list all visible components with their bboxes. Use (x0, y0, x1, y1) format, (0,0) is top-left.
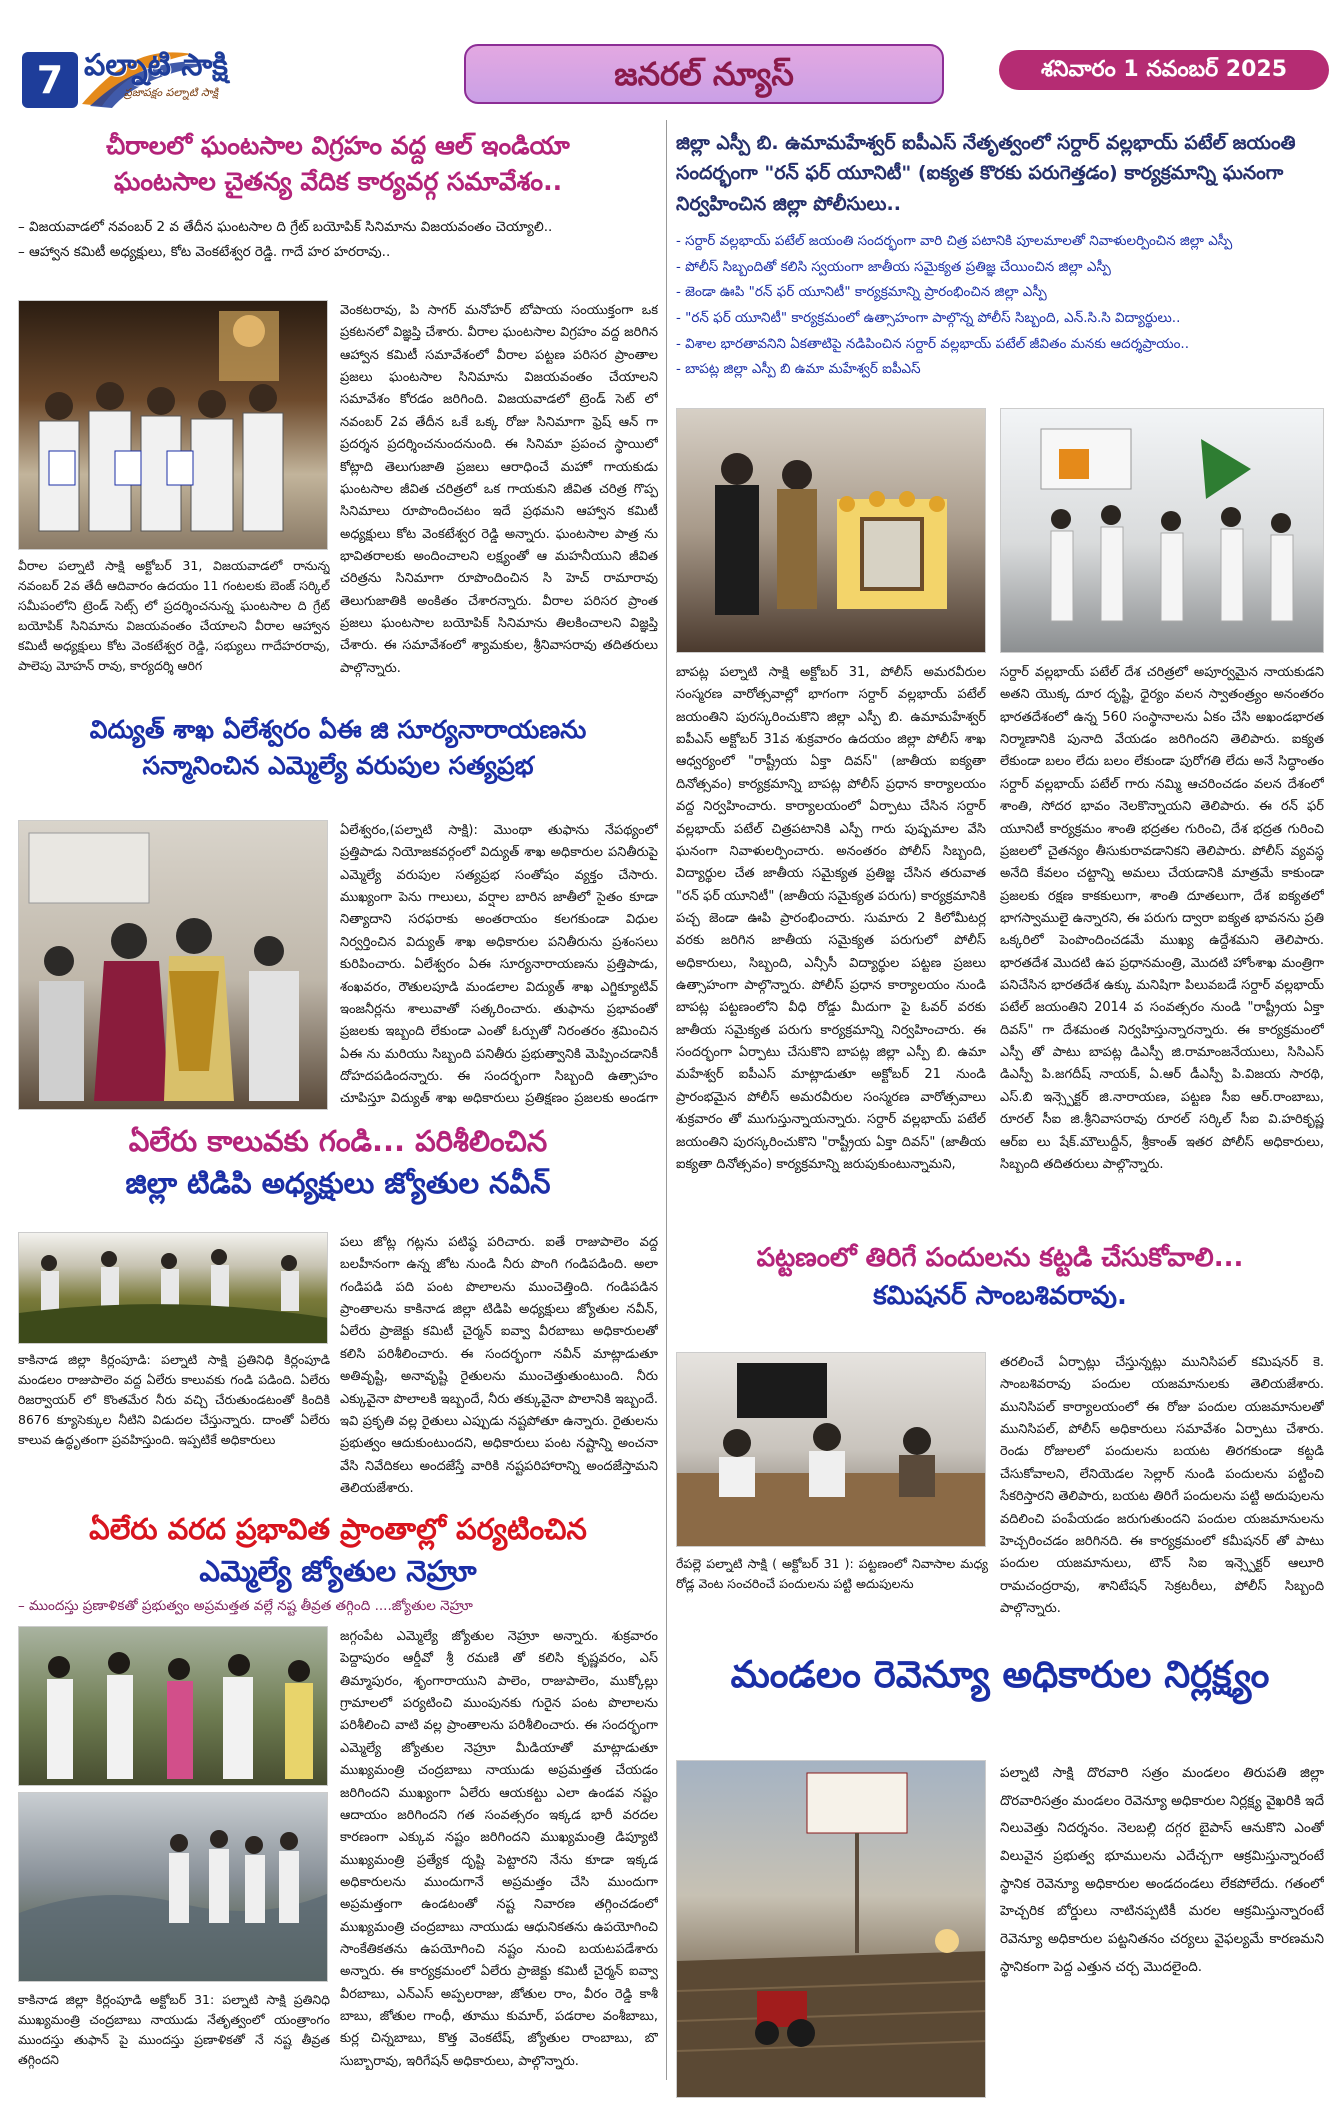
bullet-item: - "రన్ ఫర్ యూనిటీ" కార్యక్రమంలో ఉత్సాహంగా పాల్గొన్న పోలీస్ సిబ్బంది, ఎన్.సి.సి విద్యార్థులు.. (676, 310, 1181, 327)
ghantasala-headline: చీరాలలో ఘంటసాల విగ్రహం వద్ద ఆల్ ఇండియా ఘంటసాల చైతన్య వేదిక కార్యవర్గ సమావేశం.. (106, 131, 570, 197)
pigs-photo (676, 1352, 986, 1547)
masthead (14, 40, 1325, 106)
police-headline: జిల్లా ఎస్పీ బి. ఉమామహేశ్వర్ ఐపీఎస్ నేతృత్వంలో సర్దార్ వల్లభాయ్ పటేల్ జయంతి సందర్భంగా "రన్ ఫర్ యూనిటీ" (ఐక్యత కొరకు పరుగెత్తడం) కార్యక్రమాన్ని ఘనంగా నిర్వహించిన జిల్లా పోలీసులు.. (676, 132, 1296, 215)
yeleru-flood-headline: ఏలేరు వరద ప్రభావిత ప్రాంతాల్లో పర్యటించిన ఎమ్మెల్యే జ్యోతుల నెహ్రూ (89, 1512, 587, 1589)
yeleru-canal-body: పలు జోట్ల గట్లను పటిష్ఠ పరిచారు. ఐతే రాజుపాలెం వద్ద బలహీనంగా ఉన్న జోట నుండి నీరు పొంగి గండిపడింది. అలా గండిపడి పది పంట పొలాలను ముంచెత్తింది. గండిపడిన ప్రాంతాలను కాకినాడ జిల్లా టిడిపి అధ్యక్షులు జ్యోతుల నవీన్, ఏలేరు ప్రాజెక్టు కమిటీ చైర్మన్ ఐవ్వా వీరబాబు అధికారులతో కలిసి పరిశీలించారు. ఈ సందర్భంగా నవీన్ మాట్లాడుతూ అతివృష్టి, అనావృష్టి రైతులను ముంచెత్తుతుంటుంది. నీరు ఎక్కువైనా పొలాలకి ఇబ్బందే, నీరు తక్కువైనా పొలానికి ఇబ్బందే. ఇవి ప్రకృతి వల్ల రైతులు ఎప్పుడు నష్టపోతూ ఉన్నారు. రైతులను ప్రభుత్వం ఆదుకుంటుందని, అధికారులు పంట నష్టాన్ని అంచనా వేసి నివేదికలు అందజేస్తే వారికి నష్టపరిహారాన్ని అందజేస్తామని తెలియజేశారు. (340, 1235, 658, 1496)
electricity-story (18, 712, 658, 1112)
police-photo-2 (1000, 408, 1324, 653)
revenue-headline: మండలం రెవెన్యూ అధికారుల నిర్లక్ష్యం (730, 1652, 1270, 1696)
yeleru-canal-headline: ఏలేరు కాలువకు గండి... పరిశీలించిన జిల్లా టిడిపి అధ్యక్షులు జ్యోతుల నవీన్ (125, 1124, 551, 1201)
paper-name: పల్నాటి సాక్షి (84, 48, 228, 83)
bullet-item: – విజయవాడలో నవంబర్ 2 వ తేదీన ఘంటసాల ది గ్రేట్ బయోపిక్ సినిమాను విజయవంతం చెయ్యాలి.. (18, 218, 553, 235)
section-title: జనరల్ న్యూస్ (464, 44, 944, 104)
electricity-headline: విద్యుత్ శాఖ ఏలేశ్వరం ఏఈ జి సూర్యనారాయణను సన్మానించిన ఎమ్మెల్యే వరుపుల సత్యప్రభ (89, 715, 587, 781)
ghantasala-photo (18, 300, 328, 550)
police-photo-1 (676, 408, 986, 653)
revenue-body: పల్నాటి సాక్షి దొరవారి సత్రం మండలం తిరుపతి జిల్లా దొరవారిసత్రం మండలం రెవెన్యూ అధికారుల నిర్లక్ష్య వైఖరికి ఇదే నిలువెత్తు నిదర్శనం. నెలబల్లి దగ్గర బైపాస్ ఆనుకొని ఎంతో విలువైన ప్రభుత్వ భూములను ఎదేచ్చగా ఆక్రమిస్తున్నారంటే స్థానిక రెవెన్యూ అధికారుల అండదండలు లేకపోలేదు. గతంలో హెచ్చరిక బోర్డులు నాటినప్పటికీ మరల ఆక్రమిస్తున్నారంటే రెవెన్యూ అధికారుల పట్టనితనం చర్యలు వైఫల్యమే కారణమని స్థానికంగా పెద్ద ఎత్తున చర్చ మొదలైంది. (1000, 1765, 1324, 1975)
bullet-item: - పోలీస్ సిబ్బందితో కలిసి స్వయంగా జాతీయ సమైక్యత ప్రతిజ్ఞ చేయించిన జిల్లా ఎస్పీ (676, 258, 1111, 275)
yeleru-flood-photo-2 (18, 1792, 328, 1982)
bullet-item: - విశాల భారతావనిని ఏకతాటిపై నడిపించిన సర్దార్ వల్లభాయ్ పటేల్ జీవితం మనకు ఆదర్శప్రాయం.. (676, 335, 1190, 352)
bullet-item: - జెండా ఊపి "రన్ ఫర్ యూనిటీ" కార్యక్రమాన్ని ప్రారంభించిన జిల్లా ఎస్పీ (676, 284, 1047, 301)
yeleru-flood-body: జగ్గంపేట ఎమ్మెల్యే జ్యోతుల నెహ్రూ అన్నారు. శుక్రవారం పెద్దాపురం ఆర్డీవో శ్రీ రమణి తో కలిసి కృష్ణవరం, ఎస్ తిమ్మాపురం, శృంగారాయుని పాలెం, రాజుపాలెం, ముక్కోల్లు గ్రామాలలో పర్యటించి ముంపునకు గురైన పంట పొలాలను పరిశీలించి వాటి వల్ల ప్రాంతాలను పరిశీలించారు. ఈ సందర్భంగా ఎమ్మెల్యే జ్యోతుల నెహ్రూ మీడియాతో మాట్లాడుతూ ముఖ్యమంత్రి చంద్రబాబు నాయుడు అప్రమత్తత చేయడం జరిగిందని ముఖ్యంగా ఏలేరు ఆయకట్టు ఎలా ఉండవ నష్టం ఆదాయం జరిగిందని గత సంవత్సరం ఇక్కడ భారీ వరదల కారణంగా ఎక్కువ నష్టం జరిగిందని ముఖ్యమంత్రి డిప్యూటి ముఖ్యమంత్రి ప్రత్యేక దృష్టి పెట్టారని నేను కూడా ఇక్కడ అధికారులను ముందుగానే అప్రమత్తం చేసి ముందుగా అప్రమత్తంగా ఉండటంతో నష్ట నివారణ తగ్గించడంలో ముఖ్యమంత్రి చంద్రబాబు నాయుడు ఆధునికతను ఉపయోగించి సాంకేతికతను ఉపయోగించి నష్టం నుంచి బయటపడేశారు అన్నారు. ఈ కార్యక్రమంలో ఏలేరు ప్రాజెక్టు కమిటీ చైర్మన్ ఐవ్వా వీరబాబు, ఎన్ఎస్ అప్పలరాజు, జోతుల రాం, వీరం రెడ్డి కాశీ బాబు, జోతుల గాంధీ, తూము కుమార్, పడరాల వంశీబాబు, కుర్ల చిన్నబాబు, కొత్త వెంకటేష్, జ్యోతుల రాంబాబు, బొ సుబ్బారావు, ఇరిగేషన్ అధికారులు, పాల్గొన్నారు. (340, 1629, 658, 2069)
pigs-caption: రేపల్లె పల్నాటి సాక్షి ( అక్టోబర్ 31 ): పట్టణంలో నివాసాల మధ్య రోడ్ల వెంట సంచరించే పందులను పట్టి అదుపులను (676, 1556, 988, 1591)
page-number: 7 (22, 52, 78, 108)
bullet-item: - సర్దార్ వల్లభాయ్ పటేల్ జయంతి సందర్భంగా వారి చిత్ర పటానికి పూలమాలతో నివాళులర్పించిన జిల్లా ఎస్పీ (676, 233, 1233, 250)
yeleru-flood-subhead: – ముందస్తు ప్రణాళికతో ప్రభుత్వం అప్రమత్తత వల్లే నష్ట తీవ్రత తగ్గింది ....జ్యోతుల నెహ్రూ (18, 1598, 473, 1615)
electricity-body: ఏలేశ్వరం,(పల్నాటి సాక్షి): మొంథా తుఫాను నేపథ్యంలో ప్రత్తిపాడు నియోజకవర్గంలో విద్యుత్ శాఖ అధికారుల పనితీరుపై ఎమ్మెల్యే వరుపుల సత్యప్రభ సంతోషం వ్యక్తం చేసారు. ముఖ్యంగా పెను గాలులు, వర్షాల బారిన జాతీలో సైతం కూడా నిత్యాదాని సరఫరాకు అంతరాయం కలగకుండా విధుల నిర్వర్తించిన విద్యుత్ శాఖ అధికారుల పనితీరును ప్రశంసలు కురిపించారు. ఏలేశ్వరం ఏఈ సూర్యనారాయణను ప్రత్తిపాడు, శంఖవరం, రౌతులపూడి మండలాల విద్యుత్ శాఖ ఎగ్జిక్యూటివ్ ఇంజనీర్లను శాలువాతో సత్కరించారు. తుఫాను ప్రభావంతో ప్రజలకు ఇబ్బంది లేకుండా ఎంతో ఓర్పుతో నిరంతరం శ్రమించిన ఏఈ ను మరియు సిబ్బంది పనితీరు ప్రభుత్వానికి మెప్పించడానికీ దోహదపడిందన్నారు. ఈ సందర్భంగా సిబ్బంది ఉత్సాహం చూపిస్తూ విద్యుత్ శాఖ అధికారులు ప్రతిక్షణం ప్రజలకు అండగా (340, 823, 658, 1107)
pigs-headline: పట్టణంలో తిరిగే పందులను కట్టడి చేసుకోవాలి... కమిషనర్ సాంబశివరావు. (756, 1243, 1244, 1311)
yeleru-canal-story (18, 1120, 658, 1500)
yeleru-flood-photo-1 (18, 1626, 328, 1786)
edition-date: శనివారం 1 నవంబర్ 2025 (999, 50, 1329, 90)
ghantasala-story (18, 128, 658, 698)
ghantasala-bullets (18, 215, 658, 266)
police-body-right: సర్దార్ వల్లభాయ్ పటేల్ దేశ చరిత్రలో అపూర్వమైన నాయకుడని అతని యొక్క దూర దృష్టి, ధైర్యం వలన స్వాతంత్ర్యం అనంతరం భారతదేశంలో ఉన్న 560 సంస్థానాలను ఏకం చేసి అఖండభారత నిర్మాణానికి పునాది వేయడం జరిగిందని తెలిపారు. ఐక్యత లేకుండా బలం లేదు బలం లేకుండా పురోగతి లేదు అనే సిద్ధాంతం సర్దార్ వల్లభాయ్ పటేల్ గారు నమ్మి ఆచరించడం వలన దేశంలో శాంతి, సోదర భావం నెలకొన్నాయని తెలిపారు. ఈ రన్ ఫర్ యూనిటీ కార్యక్రమం శాంతి భద్రతల గురించి, దేశ భద్రత గురించి ప్రజలలో చైతన్యం తీసుకురావడానికని తెలిపారు. పోలీస్ వ్యవస్థ అనేది కేవలం చట్టాన్ని అమలు చేయడానికి మాత్రమే కాకుండా ప్రజలకు రక్షణ కాకకులుగా, శాంతి దూతలుగా, దేశ ఐక్యతలో భాగస్వాములై ఉన్నారని, ఈ పరుగు ద్వారా ఐక్యత భావనను ప్రతి ఒక్కరిలో పెంపొందించడమే ముఖ్య ఉద్దేశమని తెలిపారు. భారతదేశ మొదటి ఉప ప్రధానమంత్రి, మొదటి హోంశాఖ మంత్రిగా పనిచేసిన భారతదేశ ఉక్కు మనిషిగా పిలువబడే సర్దార్ వల్లభాయ్ పటేల్ జయంతిని 2014 వ సంవత్సరం నుండి "రాష్ట్రీయ ఏక్తా దివస్" గా దేశమంత నిర్వహిస్తున్నారన్నారు. ఈ కార్యక్రమంలో ఎస్పీ తో పాటు బాపట్ల డిఎస్పీ జి.రామాంజనేయులు, సిసిఎస్ డిఎస్పీ పి.జగదీష్ నాయక్, ఏ.ఆర్ డీఎస్పీ పి.విజయ సారథి, ఎస్.బి ఇన్స్పెక్టర్ జి.నారాయణ, పట్టణ సీఐ ఆర్.రాంబాబు, రూరల్ సీఐ జి.శ్రీనివాసరావు రూరల్ సర్కిల్ సీఐ వి.హరికృష్ణ ఆర్ఐ లు షేక్.మౌలుద్దీన్, శ్రీకాంత్ ఇతర పోలీస్ అధికారులు, సిబ్బంది తదితరులు పాల్గొన్నారు. (1000, 665, 1324, 1172)
bullet-item: - బాపట్ల జిల్లా ఎస్పీ బి ఉమా మహేశ్వర్ ఐపీఎస్ (676, 361, 921, 378)
police-body-left: బాపట్ల పల్నాటి సాక్షి అక్టోబర్ 31, పోలీస్ అమరవీరుల సంస్మరణ వారోత్సవాల్లో భాగంగా సర్దార్ వల్లభాయ్ పటేల్ జయంతిని పురస్కరించుకొని జిల్లా ఎస్పీ బి. ఉమామహేశ్వర్ ఐపీఎస్ అక్టోబర్ 31వ శుక్రవారం ఉదయం జిల్లా పోలీస్ శాఖ ఆధ్వర్యంలో "రాష్ట్రీయ ఏక్తా దివస్" (జాతీయ ఐక్యతా దినోత్సవం) కార్యక్రమాన్ని బాపట్ల పోలీస్ ప్రధాన కార్యాలయం వద్ద నిర్వహించారు. కార్యాలయంలో ఏర్పాటు చేసిన సర్దార్ వల్లభాయ్ పటేల్ చిత్రపటానికి ఎస్పీ గారు పుష్పమాల వేసి ఘనంగా నివాళులర్పించారు. అనంతరం పోలీస్ సిబ్బంది, విద్యార్థుల చేత జాతీయ సమైక్యత ప్రతిజ్ఞ చేసిన తరువాత "రన్ ఫర్ యూనిటీ" (జాతీయ సమైక్యత పరుగు) కార్యక్రమానికి పచ్చ జెండా ఊపి ప్రారంభించారు. సుమారు 2 కిలోమీటర్ల వరకు జరిగిన జాతీయ సమైక్యత పరుగులో పోలీస్ అధికారులు, సిబ్బంది, ఎన్సీసీ విద్యార్థుల పట్టణ ప్రజలు ఉత్సాహంగా పాల్గొన్నారు. పోలీస్ ప్రధాన కార్యాలయం నుండి బాపట్ల పట్టణంలోని వీధి రోడ్డు మీదుగా పై ఓవర్ వరకు జాతీయ సమైక్యత పరుగు కార్యక్రమాన్ని నిర్వహించారు. ఈ సందర్భంగా ఏర్పాటు చేసుకొని బాపట్ల జిల్లా ఎస్పీ బి. ఉమా మహేశ్వర్ ఐపీఎస్ మాట్లాడుతూ అక్టోబర్ 21 నుండి ప్రారంభమైన పోలీస్ అమరవీరుల సంస్మరణ వారోత్సవాలు శుక్రవారం తో ముగుస్తున్నాయన్నారు. సర్దార్ వల్లభాయ్ పటేల్ జయంతిని పురస్కరించుకొని "రాష్ట్రీయ ఏక్తా దివస్" (జాతీయ ఐక్యతా దినోత్సవం) కార్యక్రమాన్ని జరుపుకుంటున్నామని, (676, 665, 986, 1172)
pigs-story (676, 1240, 1324, 1640)
column-divider (666, 120, 667, 2080)
revenue-photo (676, 1760, 986, 2098)
bullet-item: – ఆహ్వాన కమిటీ అధ్యక్షులు, కోట వెంకటేశ్వర రెడ్డి. గాదే హర హరరావు.. (18, 244, 391, 261)
pigs-body: తరలించే ఏర్పాట్లు చేస్తున్నట్లు మునిసిపల్ కమిషనర్ కె. సాంబశివరావు పందుల యజమానులకు తెలియజేశారు. మునిసిపల్ కార్యాలయంలో ఈ రోజు పందుల యజమానులతో మునిసిపల్, పోలీస్ అధికారులు సమావేశం ఏర్పాటు చేశారు. రెండు రోజులలో పందులను బయట తిరగకుండా కట్టడి చేసుకోవాలని, లేనియెడల సెల్లార్ నుండి పందులను పట్టించి సేకరిస్తారని తెలిపారు, బయట తిరిగే పందులను పట్టి అదుపులను వదిలించి పంపేయడం జరుగుతుందని పందుల యజమానులను హెచ్చరించడం జరిగినది. ఈ కార్యక్రమంలో కమీషనర్ తో పాటు పందుల యజమానులు, టౌన్ సిఐ ఇన్స్పెక్టర్ ఆలూరి రామచంద్రరావు, శానిటేషన్ సెక్రటరీలు, పోలీస్ సిబ్బంది పాల్గొన్నారు. (1000, 1355, 1324, 1616)
yeleru-flood-caption: కాకినాడ జిల్లా కిర్లంపూడి అక్టోబర్ 31: పల్నాటి సాక్షి ప్రతినిధి ముఖ్యమంత్రి చంద్రబాబు నాయుడు నేతృత్వంలో యంత్రాంగం ముందస్తు తుఫాన్ పై ముందస్తు ప్రణాళికతో నే నష్ట తీవ్రత తగ్గిందని (18, 1992, 330, 2067)
yeleru-canal-photo (18, 1232, 328, 1344)
yeleru-canal-caption: కాకినాడ జిల్లా కిర్లంపూడి: పల్నాటి సాక్షి ప్రతినిధి కిర్లంపూడి మండలం రాజుపాలెం వద్ద ఏలేరు కాలువకు గండి పడింది. ఏలేరు రిజర్వాయర్ లో కొంతమేర నీరు వచ్చి చేరుతుండటంతో కిందికి 8676 క్యూసెక్కుల నీటిని విడుదల చేస్తున్నారు. దాంతో ఏలేరు కాలువ ఉద్ధృతంగా ప్రవహిస్తుంది. ఇప్పటికే అధికారులు (18, 1352, 330, 1447)
yeleru-flood-story (18, 1508, 658, 2098)
ghantasala-body: వెంకటరావు, పి సాగర్ మనోహర్ బోపాయ సంయుక్తంగా ఒక ప్రకటనలో విజ్ఞప్తి చేశారు. వీరాల ఘంటసాల విగ్రహం వద్ద జరిగిన ఆహ్వాన కమిటీ సమావేశంలో వీరాల పట్టణ పరిసర ప్రాంతాల ప్రజలు ఘంటసాల సినిమాను విజయవంతం చేయాలని సమావేశం కోరడం జరిగింది. విజయవాడలో ట్రెండ్ సెట్ లో నవంబర్ 2వ తేదీన ఒకే ఒక్క రోజు సినిమాగా ఫ్రెష్ ఆన్ గా ప్రదర్శన ప్రదర్శించనుందనుంది. ఈ సినిమా ప్రపంచ స్థాయిలో కోట్లాది తెలుగుజాతి ప్రజలు ఆరాధించే మహో గాయకుడు ఘంటసాల జీవిత చరిత్రలో ఒక గాయకుని జీవిత చరిత్ర గొప్ప సినిమాలు రూపొందించటం ఇదే ప్రథమని ఆహ్వాన కమిటీ అధ్యక్షులు కోట వెంకటేశ్వర రెడ్డి అన్నారు. ఘంటసాల పాత్ర ను భావితరాలకు అందించాలని లక్ష్యంతో ఆ మహనీయుని జీవిత చరిత్రను సినిమాగా రూపొందించిన సి హెచ్ రామారావు తెలుగుజాతికి అంకితం చేశారన్నారు. వీరాల పరిసర ప్రాంత ప్రజలు ఘంటసాల బయోపిక్ సినిమాను తిలకించాలని విజ్ఞప్తి చేశారు. ఈ సమావేశంలో శ్యామకుల, శ్రీనివాసరావు తదితరులు పాల్గొన్నారు. (340, 303, 658, 676)
paper-tagline: ప్రజాపక్షం పల్నాటి సాక్షి (124, 86, 219, 99)
police-bullets (676, 229, 1324, 383)
electricity-photo (18, 820, 328, 1110)
police-story (676, 128, 1324, 1228)
ghantasala-caption: వీరాల పల్నాటి సాక్షి అక్టోబర్ 31, విజయవాడలో రానున్న నవంబర్ 2వ తేదీ ఆదివారం ఉదయం 11 గంటలకు బెంజ్ సర్కిల్ సమీపంలోని ట్రెండ్ సెట్స్ లో ప్రదర్శించనున్న ఘంటసాల ది గ్రేట్ బయోపిక్ సినిమాను విజయవంతం చేయాలని వీరాల ఆహ్వాన కమిటీ అధ్యక్షులు కోట వెంకటేశ్వర రెడ్డి, సభ్యులు గాదేహరరావు, పాలెపు మోహన్ రావు, కార్యదర్శి ఆరిగ (18, 558, 330, 673)
revenue-story (676, 1648, 1324, 2098)
